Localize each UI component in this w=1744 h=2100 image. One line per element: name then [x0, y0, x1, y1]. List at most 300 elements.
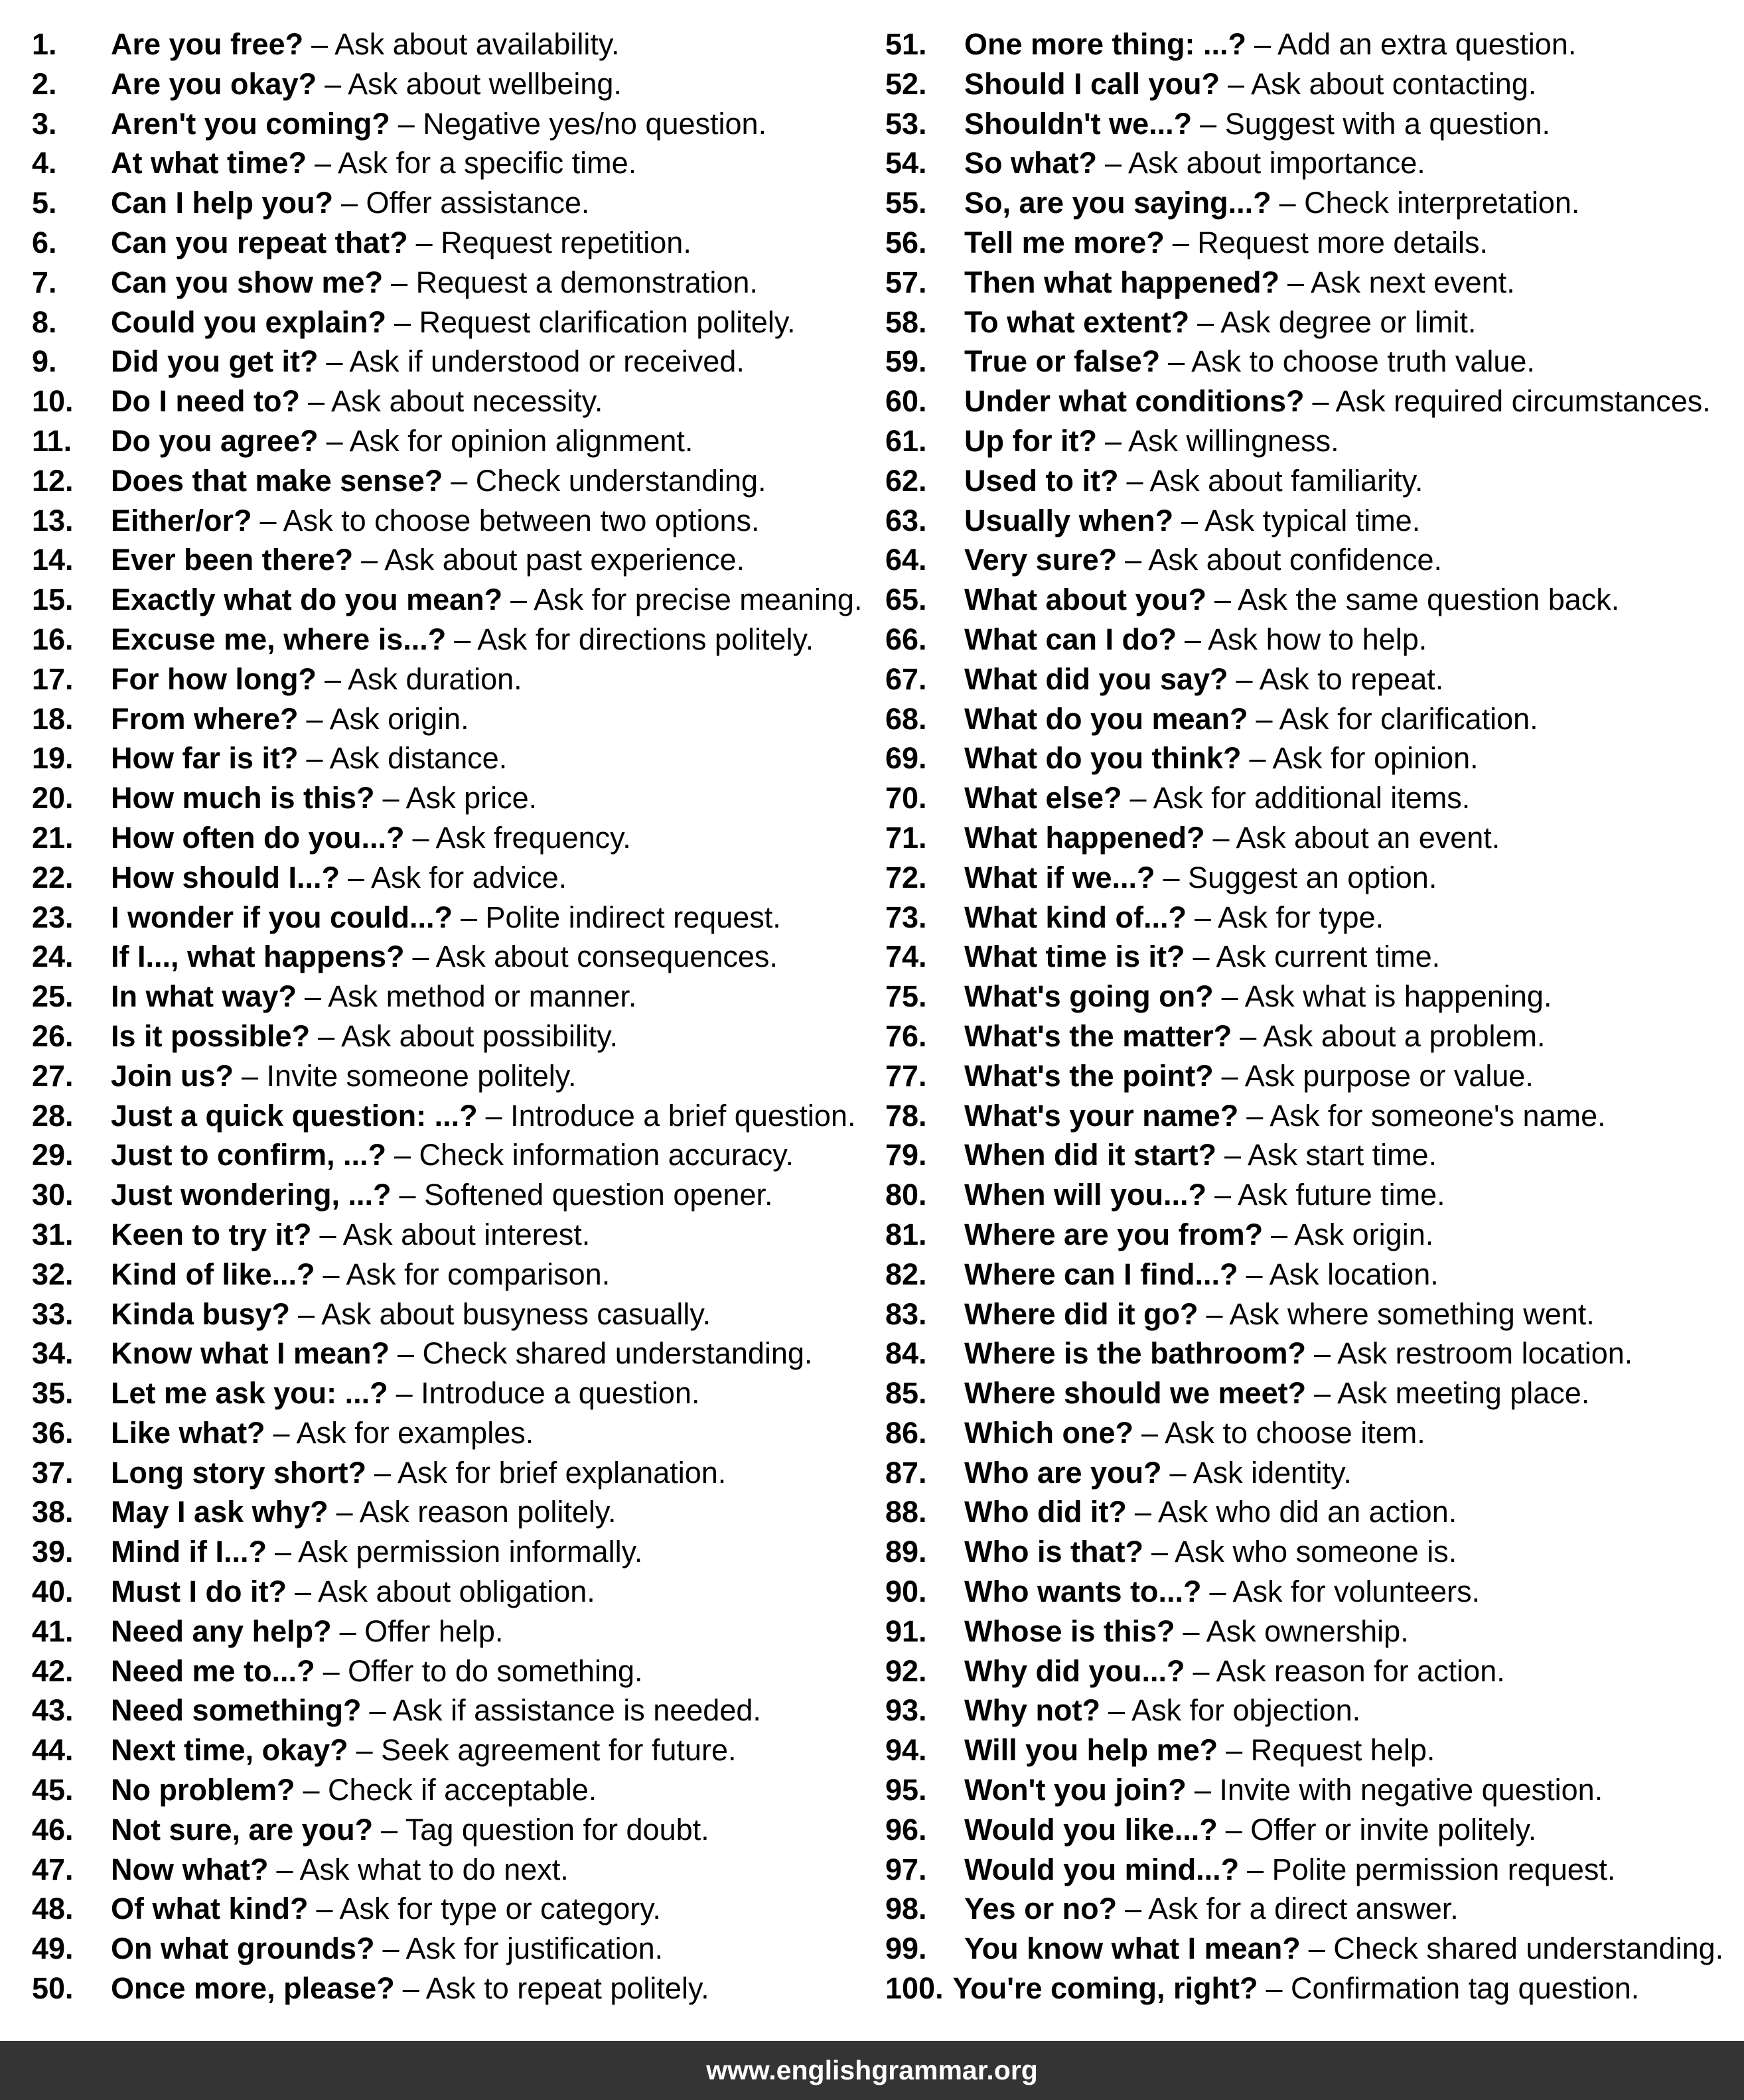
item-description: – Ask for objection.: [1108, 1693, 1361, 1728]
item-description: – Ask what is happening.: [1221, 979, 1552, 1014]
item-number: 38.: [32, 1495, 74, 1529]
item-text: [111, 25, 620, 64]
item-number: 93.: [885, 1693, 927, 1728]
item-text: [964, 342, 1535, 382]
item-text: [964, 64, 1536, 104]
item-description: – Ask for additional items.: [1129, 781, 1471, 815]
item-description: – Request help.: [1226, 1733, 1435, 1768]
item-text: [964, 1572, 1480, 1612]
item-text: [111, 1730, 736, 1770]
list-item: [32, 183, 885, 223]
list-item: [885, 580, 1744, 620]
item-phrase: Next time, okay?: [111, 1733, 348, 1768]
item-phrase: Usually when?: [964, 503, 1174, 537]
item-text: [111, 1135, 794, 1175]
item-text: [964, 1929, 1723, 1969]
list-item: [32, 1453, 885, 1493]
list-item: [32, 1730, 885, 1770]
item-phrase: What time is it?: [964, 940, 1185, 974]
item-text: [964, 1295, 1595, 1334]
item-number: 60.: [885, 384, 927, 419]
item-description: – Ask if assistance is needed.: [369, 1693, 761, 1728]
item-phrase: Yes or no?: [964, 1892, 1118, 1926]
list-item: [32, 342, 885, 382]
item-number: 41.: [32, 1614, 74, 1648]
item-number: 70.: [885, 781, 927, 815]
item-text: [111, 1810, 709, 1850]
item-text: [964, 620, 1427, 660]
item-number: 33.: [32, 1296, 74, 1331]
item-number: 86.: [885, 1415, 927, 1450]
item-description: – Ask future time.: [1214, 1178, 1445, 1212]
item-description: – Ask next event.: [1287, 265, 1515, 299]
list-item: [32, 858, 885, 898]
item-text: [111, 898, 781, 938]
list-item: [32, 1175, 885, 1215]
list-item: [32, 1651, 885, 1691]
item-text: [964, 104, 1550, 144]
item-description: – Invite with negative question.: [1194, 1773, 1603, 1807]
item-phrase: Tell me more?: [964, 225, 1165, 259]
list-item: [32, 303, 885, 342]
item-phrase: What's the matter?: [964, 1018, 1232, 1053]
item-text: [111, 421, 693, 461]
item-description: – Request a demonstration.: [391, 265, 758, 299]
item-number: 95.: [885, 1773, 927, 1807]
item-number: 79.: [885, 1138, 927, 1172]
list-item: [32, 501, 885, 541]
list-item: [32, 1850, 885, 1890]
item-description: – Suggest with a question.: [1200, 106, 1551, 141]
item-number: 1.: [32, 27, 57, 61]
item-phrase: Shouldn't we...?: [964, 106, 1193, 141]
list-item: [885, 858, 1744, 898]
item-phrase: If I..., what happens?: [111, 940, 405, 974]
item-text: [111, 738, 507, 778]
item-description: – Request more details.: [1172, 225, 1489, 259]
item-phrase: What do you mean?: [964, 701, 1248, 736]
list-item: [885, 1850, 1744, 1890]
item-text: [964, 937, 1440, 977]
item-text: [964, 501, 1420, 541]
item-number: 57.: [885, 265, 927, 299]
item-number: 51.: [885, 27, 927, 61]
item-number: 25.: [32, 979, 74, 1014]
list-item: [885, 461, 1744, 501]
item-text: [111, 1492, 617, 1532]
list-item: [32, 1492, 885, 1532]
item-text: [111, 1453, 726, 1493]
item-phrase: Keen to try it?: [111, 1217, 312, 1251]
list-item: [885, 421, 1744, 461]
list-item: [885, 1373, 1744, 1413]
item-text: [111, 382, 603, 421]
list-item: [32, 620, 885, 660]
item-number: 31.: [32, 1217, 74, 1251]
list-item: [885, 937, 1744, 977]
item-text: [964, 183, 1579, 223]
list-item: [885, 1612, 1744, 1651]
item-number: 99.: [885, 1931, 927, 1966]
item-text: [964, 1413, 1425, 1453]
item-number: 48.: [32, 1892, 74, 1926]
item-text: [111, 620, 814, 660]
item-description: – Offer help.: [339, 1614, 504, 1648]
list-item: [32, 263, 885, 303]
item-text: [964, 1135, 1437, 1175]
item-phrase: Are you free?: [111, 27, 304, 61]
item-phrase: How much is this?: [111, 781, 375, 815]
item-description: – Ask willingness.: [1104, 423, 1339, 458]
list-item: [32, 1929, 885, 1969]
item-number: 4.: [32, 146, 57, 180]
item-text: [964, 1889, 1459, 1929]
item-number: 85.: [885, 1376, 927, 1411]
item-description: – Tag question for doubt.: [381, 1812, 709, 1847]
item-description: – Request clarification politely.: [394, 305, 796, 339]
item-number: 97.: [885, 1852, 927, 1886]
item-description: – Ask about importance.: [1105, 146, 1425, 180]
item-number: 26.: [32, 1018, 74, 1053]
list-item: [32, 223, 885, 263]
list-item: [32, 1334, 885, 1373]
item-phrase: Need any help?: [111, 1614, 332, 1648]
item-number: 45.: [32, 1773, 74, 1807]
item-description: – Ask location.: [1246, 1257, 1439, 1291]
list-item: [32, 421, 885, 461]
item-text: [111, 64, 622, 104]
item-number: 23.: [32, 900, 74, 934]
item-number: 42.: [32, 1653, 74, 1688]
item-description: – Ask for comparison.: [323, 1257, 611, 1291]
list-item: [885, 1215, 1744, 1255]
item-number: 27.: [32, 1058, 74, 1093]
item-text: [964, 540, 1442, 580]
item-text: [964, 1730, 1435, 1770]
item-text: [964, 1810, 1536, 1850]
questions-column-right: [885, 25, 1744, 2008]
list-item: [885, 1929, 1744, 1969]
list-item: [32, 1016, 885, 1056]
item-description: – Invite someone politely.: [242, 1058, 577, 1093]
item-number: 18.: [32, 701, 74, 736]
item-text: [111, 1334, 812, 1373]
item-text: [111, 1175, 772, 1215]
item-description: – Seek agreement for future.: [356, 1733, 737, 1768]
item-text: [964, 1850, 1615, 1890]
item-phrase: Very sure?: [964, 543, 1118, 577]
list-item: [885, 64, 1744, 104]
item-phrase: Must I do it?: [111, 1575, 287, 1609]
item-number: 61.: [885, 423, 927, 458]
item-phrase: May I ask why?: [111, 1495, 328, 1529]
item-number: 56.: [885, 225, 927, 259]
item-description: – Polite indirect request.: [461, 900, 781, 934]
item-text: [964, 1453, 1352, 1493]
item-number: 67.: [885, 662, 927, 696]
item-phrase: Where did it go?: [964, 1296, 1199, 1331]
item-phrase: Could you explain?: [111, 305, 387, 339]
item-text: [964, 580, 1619, 620]
item-description: – Ask about consequences.: [412, 940, 778, 974]
item-phrase: What else?: [964, 781, 1122, 815]
item-text: [111, 1215, 590, 1255]
item-description: – Ask about confidence.: [1125, 543, 1442, 577]
item-number: 52.: [885, 66, 927, 101]
item-phrase: In what way?: [111, 979, 297, 1014]
item-number: 16.: [32, 622, 74, 656]
item-number: 9.: [32, 344, 57, 379]
item-description: – Ask about past experience.: [361, 543, 745, 577]
item-description: – Softened question opener.: [399, 1178, 773, 1212]
item-text: [964, 1056, 1534, 1096]
item-description: – Offer or invite politely.: [1225, 1812, 1537, 1847]
list-item: [885, 1691, 1744, 1730]
item-phrase: Where should we meet?: [964, 1376, 1307, 1411]
item-text: [111, 342, 745, 382]
item-number: 5.: [32, 186, 57, 220]
item-phrase: No problem?: [111, 1773, 295, 1807]
item-text: [964, 1096, 1606, 1136]
item-description: – Ask how to help.: [1185, 622, 1427, 656]
item-number: 35.: [32, 1376, 74, 1411]
list-item: [885, 1135, 1744, 1175]
item-phrase: Up for it?: [964, 423, 1097, 458]
item-text: [111, 1770, 597, 1810]
item-description: – Ask restroom location.: [1314, 1336, 1633, 1371]
list-item: [32, 540, 885, 580]
item-phrase: Why did you...?: [964, 1653, 1185, 1688]
list-item: [885, 183, 1744, 223]
item-number: 88.: [885, 1495, 927, 1529]
item-phrase: At what time?: [111, 146, 307, 180]
item-text: [111, 461, 766, 501]
item-description: – Ask the same question back.: [1214, 583, 1620, 617]
item-phrase: For how long?: [111, 662, 317, 696]
item-number: 74.: [885, 940, 927, 974]
list-item: [32, 1056, 885, 1096]
item-number: 24.: [32, 940, 74, 974]
item-text: [111, 1295, 711, 1334]
item-phrase: Under what conditions?: [964, 384, 1305, 419]
item-phrase: Won't you join?: [964, 1773, 1187, 1807]
list-item: [885, 1532, 1744, 1572]
item-phrase: Do you agree?: [111, 423, 319, 458]
list-item: [32, 1255, 885, 1295]
item-number: 81.: [885, 1217, 927, 1251]
item-text: [964, 699, 1538, 739]
item-number: 78.: [885, 1098, 927, 1133]
item-description: – Ask method or manner.: [305, 979, 637, 1014]
item-text: [111, 778, 537, 818]
item-phrase: Know what I mean?: [111, 1336, 390, 1371]
item-phrase: So what?: [964, 146, 1097, 180]
item-description: – Ask for type or category.: [316, 1892, 661, 1926]
item-text: [111, 1255, 610, 1295]
item-phrase: Why not?: [964, 1693, 1100, 1728]
item-description: – Ask about an event.: [1212, 820, 1500, 855]
item-number: 72.: [885, 860, 927, 894]
item-text: [111, 660, 522, 699]
list-item: [32, 1215, 885, 1255]
list-item: [885, 1572, 1744, 1612]
item-number: 98.: [885, 1892, 927, 1926]
list-item: [32, 778, 885, 818]
item-number: 59.: [885, 344, 927, 379]
list-item: [32, 738, 885, 778]
item-description: – Ask for advice.: [347, 860, 567, 894]
item-description: – Ask about availability.: [311, 27, 620, 61]
item-phrase: One more thing: ...?: [964, 27, 1246, 61]
list-item: [32, 580, 885, 620]
item-number: 37.: [32, 1455, 74, 1490]
item-phrase: Is it possible?: [111, 1018, 311, 1053]
item-text: [964, 660, 1443, 699]
item-phrase: Does that make sense?: [111, 463, 443, 498]
item-phrase: Long story short?: [111, 1455, 366, 1490]
list-item: [32, 64, 885, 104]
footer-bar: [0, 2041, 1744, 2100]
list-item: [32, 461, 885, 501]
item-description: – Ask to repeat politely.: [402, 1971, 709, 2006]
list-item: [885, 143, 1744, 183]
list-item: [885, 223, 1744, 263]
item-text: [111, 501, 760, 541]
item-text: [111, 540, 745, 580]
item-description: – Ask to choose truth value.: [1168, 344, 1535, 379]
list-item: [885, 342, 1744, 382]
list-item: [885, 1770, 1744, 1810]
item-phrase: Used to it?: [964, 463, 1119, 498]
item-phrase: You're coming, right?: [952, 1971, 1258, 2006]
item-phrase: Exactly what do you mean?: [111, 583, 503, 617]
item-text: [964, 1215, 1433, 1255]
item-text: [964, 421, 1339, 461]
item-phrase: Like what?: [111, 1415, 265, 1450]
item-phrase: Aren't you coming?: [111, 106, 390, 141]
item-description: – Check if acceptable.: [303, 1773, 597, 1807]
list-item: [32, 382, 885, 421]
item-number: 54.: [885, 146, 927, 180]
item-text: [111, 1929, 663, 1969]
item-phrase: Then what happened?: [964, 265, 1280, 299]
item-description: – Ask reason politely.: [336, 1495, 617, 1529]
item-text: [111, 104, 766, 144]
list-item: [885, 699, 1744, 739]
list-item: [885, 1255, 1744, 1295]
list-item: [32, 1532, 885, 1572]
item-number: 53.: [885, 106, 927, 141]
item-number: 30.: [32, 1178, 74, 1212]
item-number: 69.: [885, 741, 927, 776]
item-text: [111, 143, 636, 183]
list-item: [885, 501, 1744, 541]
questions-column-left: [32, 25, 885, 2008]
item-phrase: Who is that?: [964, 1535, 1143, 1569]
item-description: – Ask identity.: [1169, 1455, 1352, 1490]
item-text: [111, 263, 758, 303]
item-phrase: Would you like...?: [964, 1812, 1218, 1847]
item-phrase: What if we...?: [964, 860, 1155, 894]
item-phrase: Of what kind?: [111, 1892, 309, 1926]
item-phrase: Where is the bathroom?: [964, 1336, 1307, 1371]
item-description: – Check information accuracy.: [394, 1138, 794, 1172]
item-number: 46.: [32, 1812, 74, 1847]
item-number: 68.: [885, 701, 927, 736]
item-number: 84.: [885, 1336, 927, 1371]
item-number: 94.: [885, 1733, 927, 1768]
item-phrase: What do you think?: [964, 741, 1242, 776]
item-description: – Ask degree or limit.: [1197, 305, 1477, 339]
item-text: [964, 858, 1437, 898]
item-text: [111, 580, 862, 620]
item-number: 50.: [32, 1971, 74, 2006]
item-phrase: When will you...?: [964, 1178, 1206, 1212]
item-number: 36.: [32, 1415, 74, 1450]
item-description: – Ask who did an action.: [1134, 1495, 1457, 1529]
item-text: [964, 1770, 1603, 1810]
item-phrase: What's the point?: [964, 1058, 1214, 1093]
item-number: 76.: [885, 1018, 927, 1053]
item-phrase: Excuse me, where is...?: [111, 622, 447, 656]
item-phrase: So, are you saying...?: [964, 186, 1272, 220]
item-phrase: Are you okay?: [111, 66, 317, 101]
item-description: – Ask origin.: [306, 701, 469, 736]
item-description: – Negative yes/no question.: [398, 106, 767, 141]
item-number: 28.: [32, 1098, 74, 1133]
item-number: 8.: [32, 305, 57, 339]
item-text: [111, 1056, 576, 1096]
item-phrase: What did you say?: [964, 662, 1228, 696]
item-number: 14.: [32, 543, 74, 577]
item-text: [111, 303, 796, 342]
item-number: 92.: [885, 1653, 927, 1688]
item-description: – Ask about obligation.: [294, 1575, 595, 1609]
list-item: [885, 25, 1744, 64]
item-phrase: You know what I mean?: [964, 1931, 1301, 1966]
item-description: – Suggest an option.: [1163, 860, 1437, 894]
item-phrase: Which one?: [964, 1415, 1133, 1450]
item-number: 77.: [885, 1058, 927, 1093]
item-phrase: Should I call you?: [964, 66, 1220, 101]
list-item: [32, 1373, 885, 1413]
item-description: – Ask to repeat.: [1236, 662, 1444, 696]
item-phrase: Mind if I...?: [111, 1535, 267, 1569]
item-description: – Ask what to do next.: [276, 1852, 569, 1886]
item-phrase: Now what?: [111, 1852, 269, 1886]
list-item: [32, 818, 885, 858]
item-text: [111, 1612, 503, 1651]
item-description: – Ask where something went.: [1206, 1296, 1595, 1331]
item-description: – Confirmation tag question.: [1266, 1971, 1640, 2006]
item-text: [964, 1691, 1360, 1730]
item-number: 96.: [885, 1812, 927, 1847]
item-description: – Ask ownership.: [1183, 1614, 1409, 1648]
item-number: 71.: [885, 820, 927, 855]
item-number: 6.: [32, 225, 57, 259]
item-description: – Ask reason for action.: [1193, 1653, 1505, 1688]
list-item: [32, 898, 885, 938]
item-text: [964, 818, 1500, 858]
item-number: 73.: [885, 900, 927, 934]
item-phrase: Where are you from?: [964, 1217, 1264, 1251]
item-number: 3.: [32, 106, 57, 141]
item-description: – Ask for opinion.: [1249, 741, 1479, 776]
item-number: 2.: [32, 66, 57, 101]
item-phrase: Do I need to?: [111, 384, 300, 419]
item-text: [111, 1532, 642, 1572]
item-number: 7.: [32, 265, 57, 299]
